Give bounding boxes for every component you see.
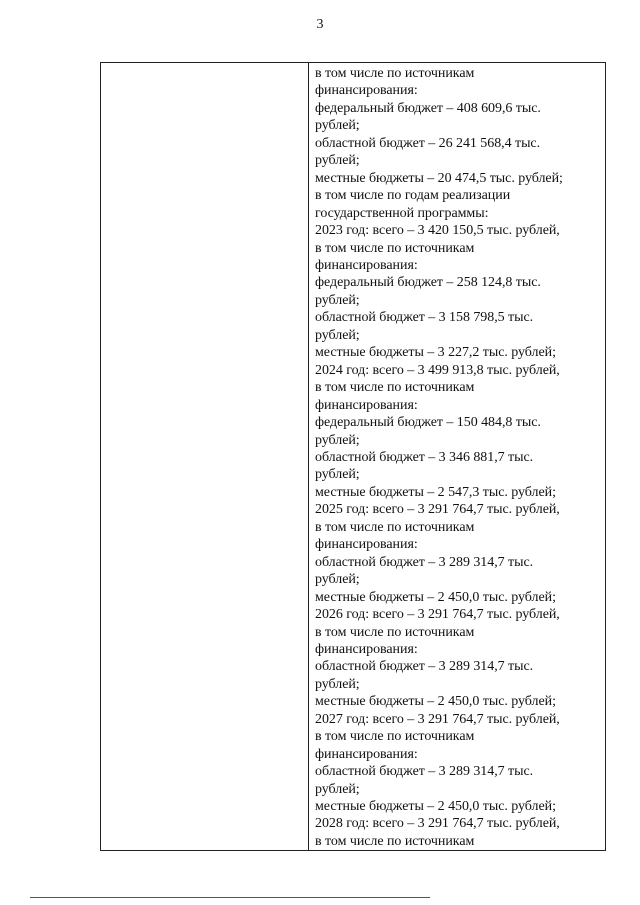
table-cell-left xyxy=(101,63,309,851)
text-line: рублей; xyxy=(315,118,360,134)
text-line: финансирования: xyxy=(315,537,418,553)
text-line: 2026 год: всего – 3 291 764,7 тыс. рублей, xyxy=(315,607,560,623)
text-line: финансирования: xyxy=(315,746,418,762)
page-number: 3 xyxy=(316,17,324,32)
text-line: 2027 год: всего – 3 291 764,7 тыс. рублей, xyxy=(315,711,560,727)
text-line: рублей; xyxy=(315,676,360,692)
text-line: местные бюджеты – 2 450,0 тыс. рублей; xyxy=(315,799,556,815)
text-line: в том числе по источникам xyxy=(315,240,475,256)
footer-divider xyxy=(30,897,430,898)
text-line: рублей; xyxy=(315,153,360,169)
text-line: финансирования: xyxy=(315,257,418,273)
text-line: государственной программы: xyxy=(315,205,489,221)
text-line: рублей; xyxy=(315,432,360,448)
text-line: 2028 год: всего – 3 291 764,7 тыс. рублей, xyxy=(315,816,560,832)
text-line: в том числе по источникам xyxy=(315,380,475,396)
text-line: федеральный бюджет – 150 484,8 тыс. xyxy=(315,415,541,431)
text-line: 2024 год: всего – 3 499 913,8 тыс. рублей, xyxy=(315,362,560,378)
text-line: местные бюджеты – 2 450,0 тыс. рублей; xyxy=(315,589,556,605)
text-line: областной бюджет – 3 346 881,7 тыс. xyxy=(315,449,534,465)
text-line: 2023 год: всего – 3 420 150,5 тыс. рублей, xyxy=(315,223,560,239)
table-cell-right xyxy=(309,63,606,851)
funding-text xyxy=(315,65,605,850)
text-line: в том числе по источникам xyxy=(315,833,475,849)
text-line: федеральный бюджет – 408 609,6 тыс. xyxy=(315,100,541,116)
text-line: федеральный бюджет – 258 124,8 тыс. xyxy=(315,275,541,291)
text-line: рублей; xyxy=(315,572,360,588)
text-line: местные бюджеты – 2 547,3 тыс. рублей; xyxy=(315,484,556,500)
funding-table xyxy=(100,62,606,851)
text-line: в том числе по источникам xyxy=(315,624,475,640)
text-line: областной бюджет – 3 289 314,7 тыс. xyxy=(315,659,534,675)
text-line: местные бюджеты – 20 474,5 тыс. рублей; xyxy=(315,170,563,186)
text-line: областной бюджет – 3 289 314,7 тыс. xyxy=(315,764,534,780)
text-line: в том числе по годам реализации xyxy=(315,188,511,204)
text-line: рублей; xyxy=(315,327,360,343)
text-line: областной бюджет – 26 241 568,4 тыс. xyxy=(315,135,541,151)
text-line: в том числе по источникам xyxy=(315,729,475,745)
text-line: местные бюджеты – 3 227,2 тыс. рублей; xyxy=(315,345,556,361)
text-line: рублей; xyxy=(315,781,360,797)
text-line: в том числе по источникам xyxy=(315,519,475,535)
text-line: рублей; xyxy=(315,467,360,483)
text-line: финансирования: xyxy=(315,397,418,413)
text-line: 2025 год: всего – 3 291 764,7 тыс. рублей, xyxy=(315,502,560,518)
text-line: местные бюджеты – 2 450,0 тыс. рублей; xyxy=(315,694,556,710)
text-line: областной бюджет – 3 289 314,7 тыс. xyxy=(315,554,534,570)
text-line: областной бюджет – 3 158 798,5 тыс. xyxy=(315,310,534,326)
text-line: в том числе по источникам xyxy=(315,66,475,81)
text-line: рублей; xyxy=(315,292,360,308)
text-line: финансирования: xyxy=(315,83,418,99)
table-row xyxy=(101,63,606,851)
text-line: финансирования: xyxy=(315,641,418,657)
